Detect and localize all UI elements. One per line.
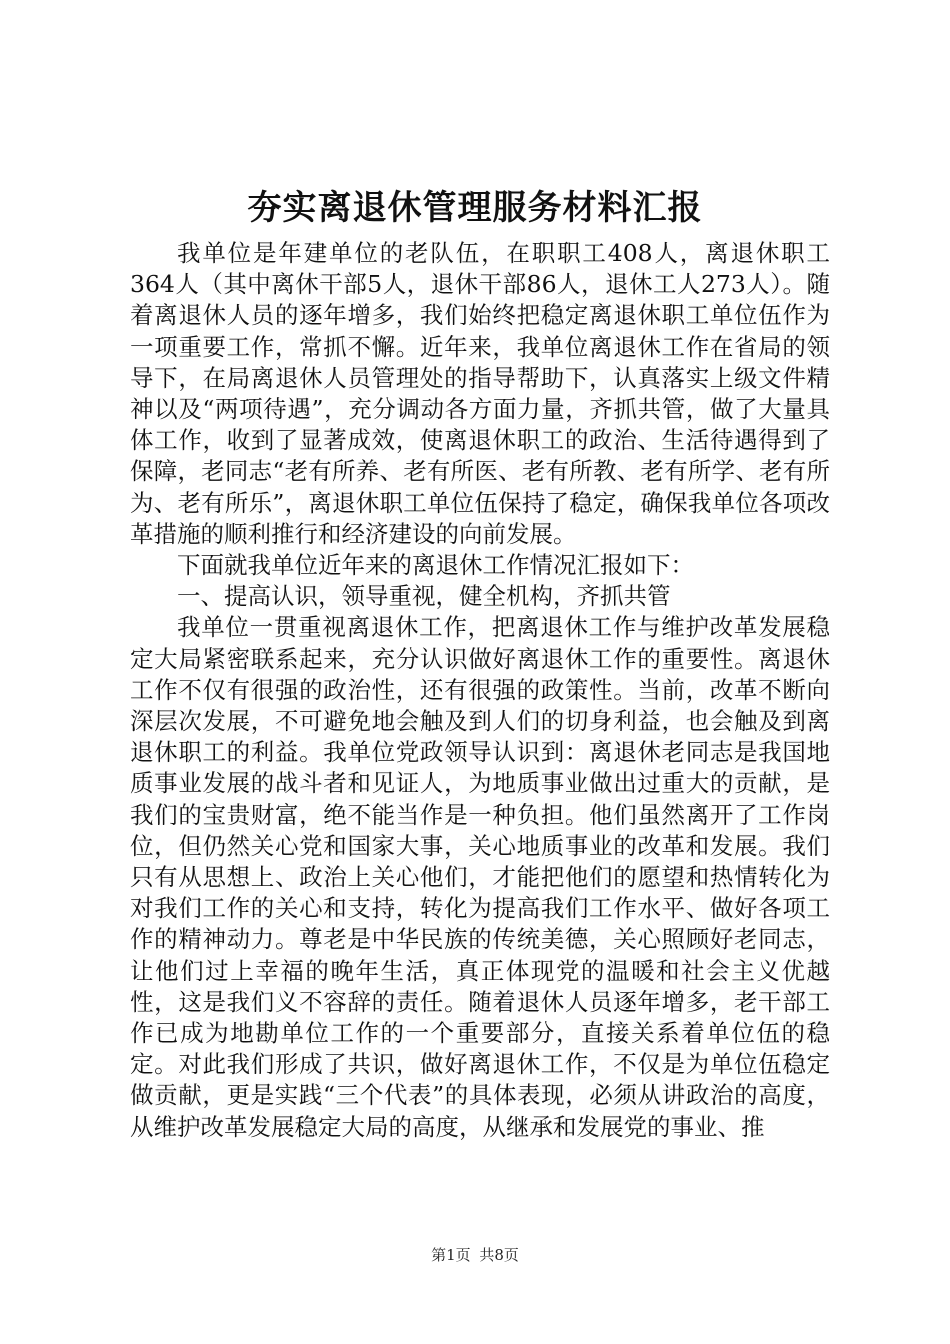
page-number: 第1页 <box>431 1246 471 1264</box>
section-heading-1: 一、提高认识，领导重视，健全机构，齐抓共管 <box>177 582 671 611</box>
document-title: 夯实离退休管理服务材料汇报 <box>247 188 703 228</box>
page-footer <box>0 1244 950 1265</box>
page-total: 共8页 <box>479 1246 519 1264</box>
paragraph-report-lead: 下面就我单位近年来的离退休工作情况汇报如下： <box>177 551 694 580</box>
paragraph-section-1: 我单位一贯重视离退休工作，把离退休工作与维护改革发展稳定大局紧密联系起来，充分认识做好离退休工作的重要性。离退休工作不仅有很强的政治性，还有很强的政策性。当前，改革不断向深层次发展，不可避免地会触及到人们的切身利益，也会触及到离退休职工的利益。我单位党政领导认识到：离退休老同志是我国地质事业发展的战斗者和见证人，为地质事业做出过重大的贡献，是我们的宝贵财富，绝不能当作是一种负担。他们虽然离开了工作岗位，但仍然关心党和国家大事，关心地质事业的改革和发展。我们只有从思想上、政治上关心他们，才能把他们的愿望和热情转化为对我们工作的关心和支持，转化为提高我们工作水平、做好各项工作的精神动力。尊老是中华民族的传统美德，关心照顾好老同志，让他们过上幸福的晚年生活，真正体现党的温暖和社会主义优越性，这是我们义不容辞的责任。随着退休人员逐年增多，老干部工作已成为地勘单位工作的一个重要部分，直接关系着单位伍的稳定。对此我们形成了共识，做好离退休工作，不仅是为单位伍稳定做贡献，更是实践“三个代表”的具体表现，必须从讲政治的高度，从维护改革发展稳定大局的高度，从继承和发展党的事业、推 <box>130 613 830 1141</box>
paragraph-intro: 我单位是年建单位的老队伍，在职职工408人，离退休职工364人（其中离休干部5人，退休干部86人，退休工人273人）。随着离退休人员的逐年增多，我们始终把稳定离退休职工单位伍作为一项重要工作，常抓不懈。近年来，我单位离退休工作在省局的领导下，在局离退休人员管理处的指导帮助下，认真落实上级文件精神以及“两项待遇”，充分调动各方面力量，齐抓共管，做了大量具体工作，收到了显著成效，使离退休职工的政治、生活待遇得到了保障，老同志“老有所养、老有所医、老有所教、老有所学、老有所为、老有所乐”，离退休职工单位伍保持了稳定，确保我单位各项改革措施的顺利推行和经济建设的向前发展。 <box>130 239 830 548</box>
document-body <box>130 238 830 1143</box>
